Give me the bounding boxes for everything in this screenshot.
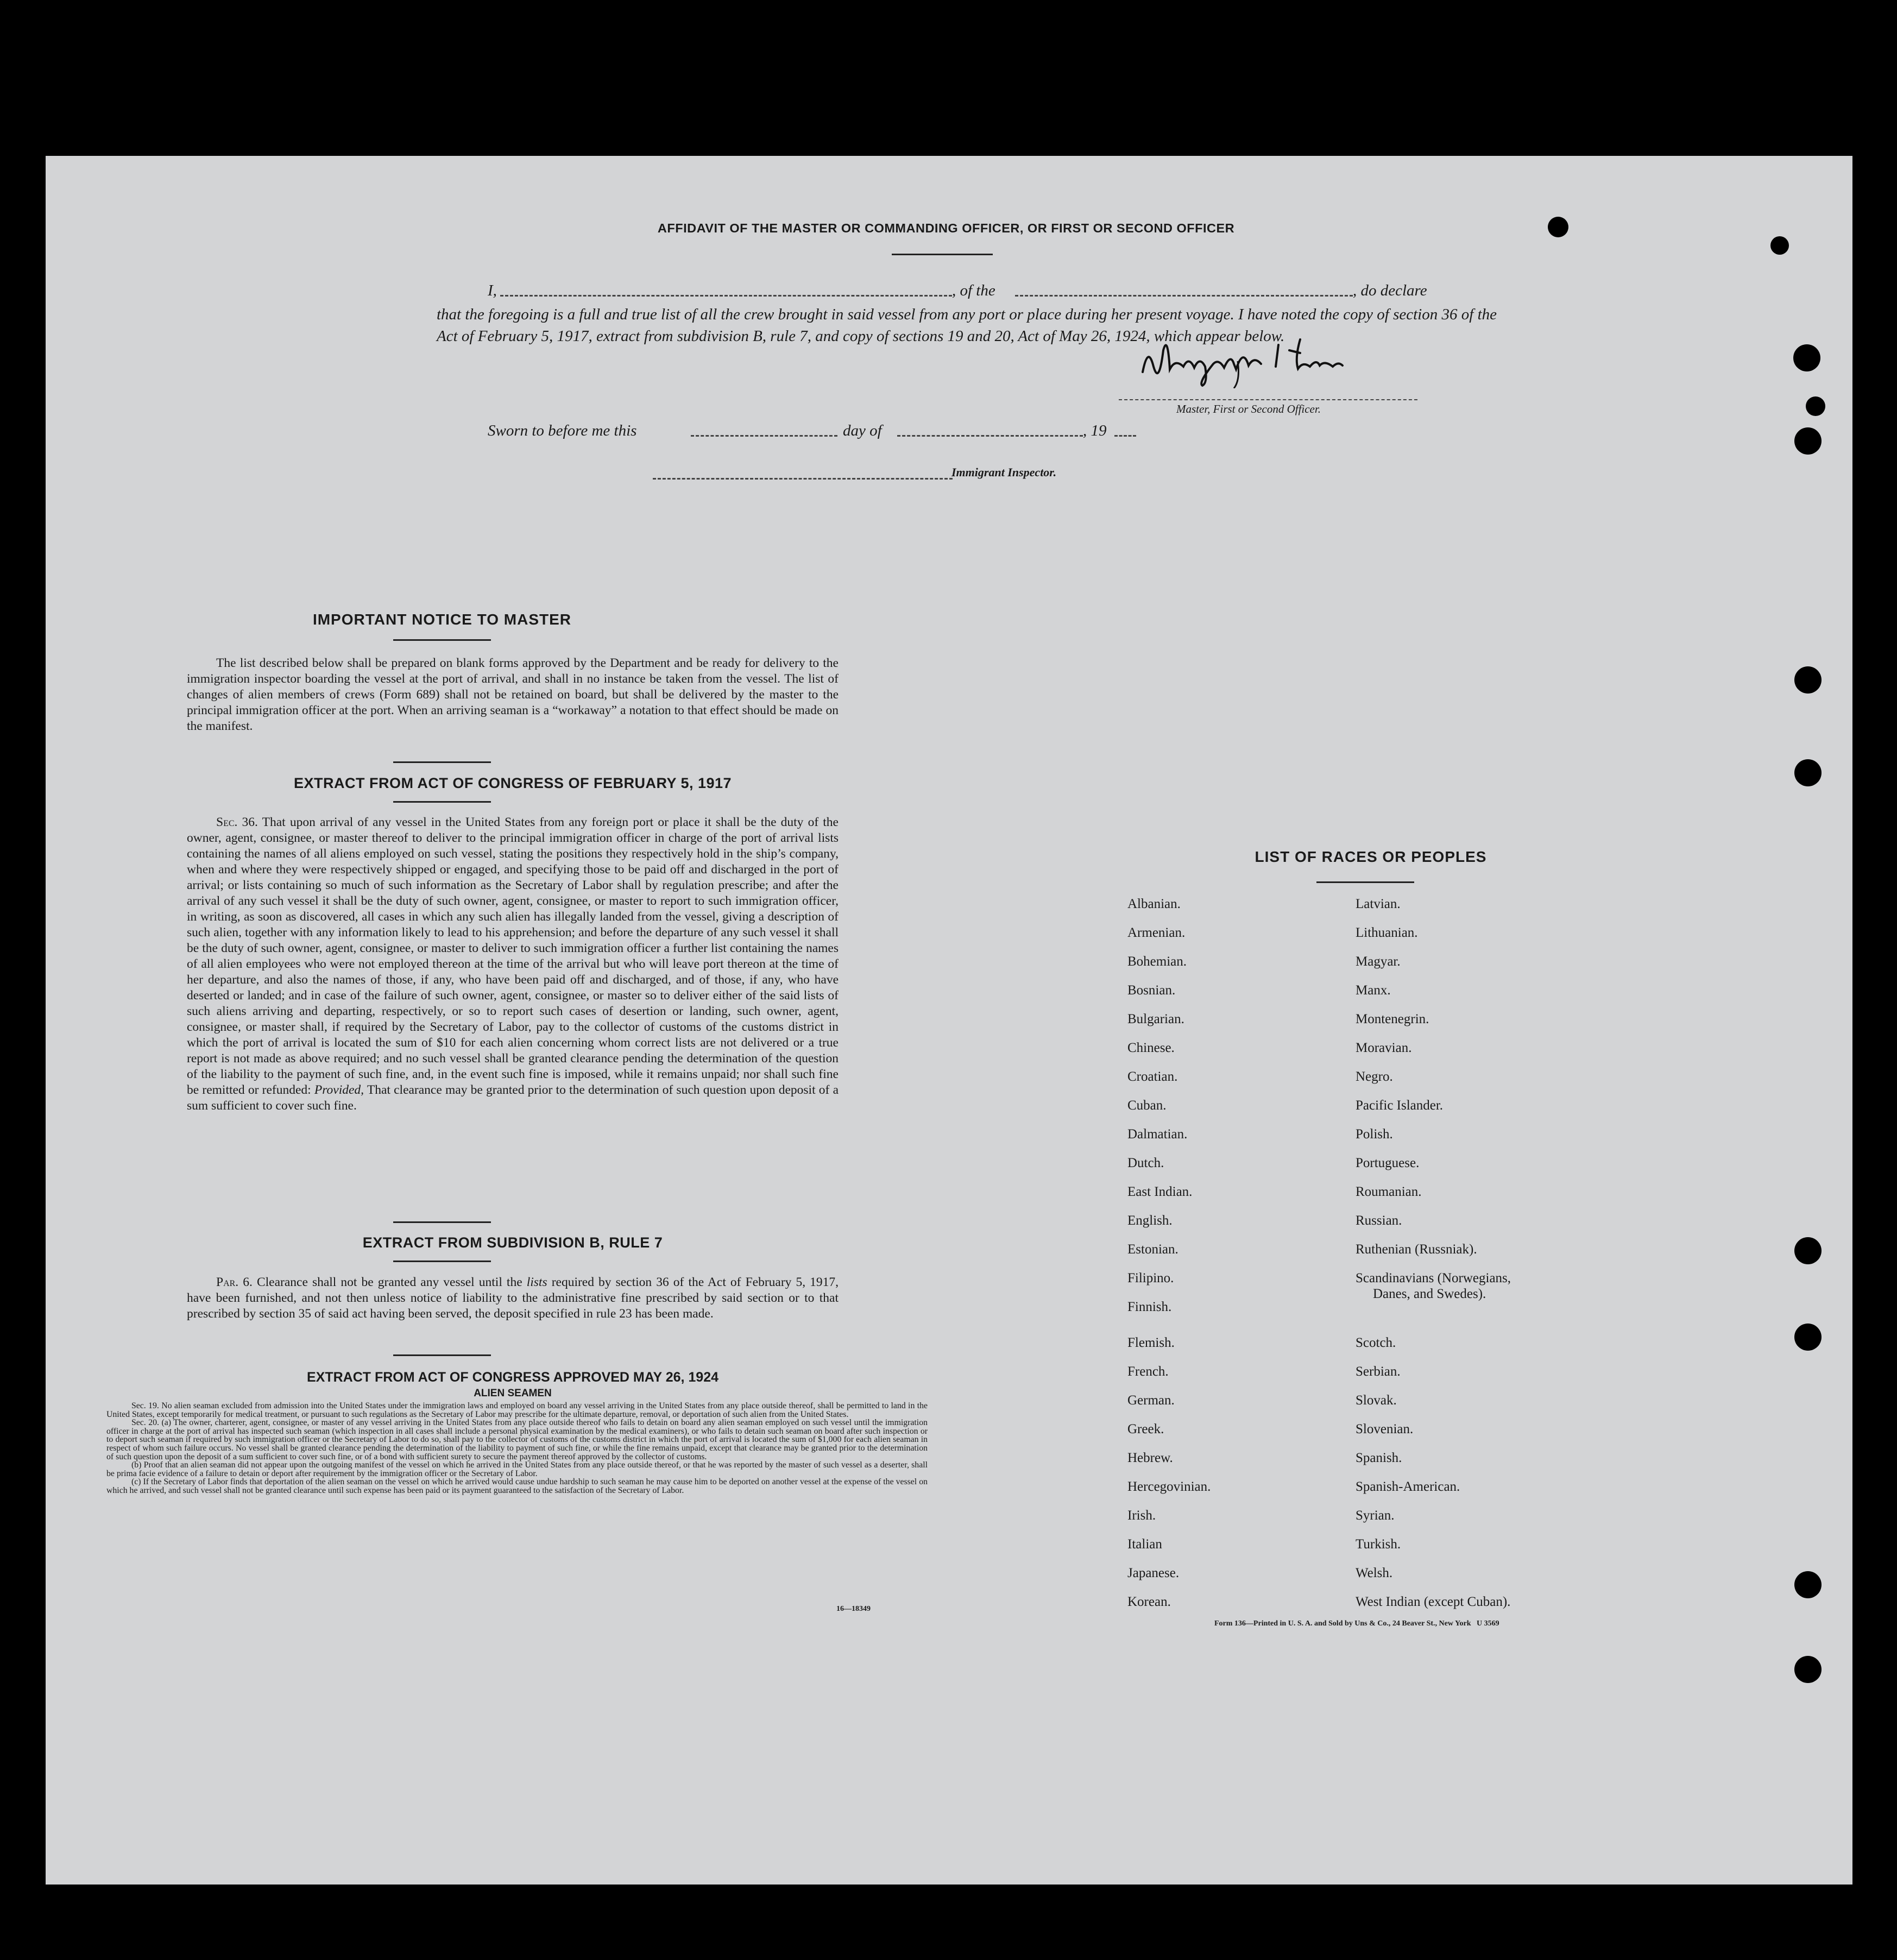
signature-line — [1119, 399, 1417, 400]
race-item: Ruthenian (Russniak). — [1356, 1242, 1477, 1257]
race-item: Spanish. — [1356, 1451, 1402, 1465]
par6-label: Par. 6. — [216, 1275, 253, 1289]
race-item: Albanian. — [1127, 897, 1181, 911]
sec20a-text: Sec. 20. (a) The owner, charterer, agent, consignee, or master of any vessel arriving in the United States from any place outside thereof who fails to detain on board any alien seaman employed on such vessel until the immigration officer in charge at the port of arrival has inspected such seaman (which inspection in all cases shall include a personal physical examination by the medical examiners), or who fails to detain such seaman on board after such inspection or to deport such seaman if required by such immigration officer or the Secretary of Labor to do so, shall pay to the collector of customs of the customs district in which the port of arrival is located the sum of $1,000 for each alien seaman in respect of whom such failure occurs. No vessel shall be granted clearance pending the determination of the liability to payment of such fine, or while the fine remains unpaid, except that clearance may be granted prior to the determination of such question upon the deposit of a sum sufficient to cover such fine, or of a bond with sufficient surety to secure the payment thereof approved by the collector of customs. — [106, 1418, 928, 1461]
rule7-text — [187, 1275, 839, 1322]
race-item: Bulgarian. — [1127, 1012, 1184, 1026]
notice-rule — [393, 639, 491, 641]
sec36-provided: Provided, — [314, 1083, 364, 1097]
punch-hole — [1794, 666, 1822, 694]
race-item: Scandinavians (Norwegians, — [1356, 1271, 1511, 1285]
punch-hole — [1794, 427, 1822, 455]
race-item: Flemish. — [1127, 1335, 1175, 1350]
punch-hole — [1548, 217, 1568, 237]
sworn-month-field[interactable] — [897, 435, 1083, 437]
race-item: Manx. — [1356, 983, 1391, 998]
punch-hole — [1794, 1237, 1822, 1264]
alien-seamen-subtitle: ALIEN SEAMEN — [474, 1388, 552, 1399]
race-item: Japanese. — [1127, 1566, 1180, 1580]
race-item: Negro. — [1356, 1069, 1393, 1084]
sec36-text-a: That upon arrival of any vessel in the United States from any foreign port or place it shall be the duty of the owner, agent, consignee, or master thereof to deliver to the principal immigration officer in charge of the port of arrival lists containing the names of all aliens employed on such vessel, stating the positions they respectively hold in the ship’s company, when and where they were respectively shipped or engaged, and specifying those to be paid off and discharged in the port of arrival; or lists containing so much of such information as the Secretary of Labor shall by regulation prescribe; and after the arrival of any such vessel it shall be the duty of such owner, agent, consignee, or master to report to such immigration officer, in writing, as soon as discovered, all cases in which any such alien has illegally landed from the vessel, giving a description of such alien, together with any information likely to lead to his apprehension; and before the departure of any such vessel it shall be the duty of such owner, agent, consignee, or master to deliver to such immigration officer a further list containing the names of all alien employees who were not employed thereon at the time of the arrival but who will leave port thereon at the time of her departure, and also the names of those, if any, who have been paid off and discharged, and of those, if any, who have deserted or landed; and in case of the failure of such owner, agent, consignee, or master so to deliver either of the said lists of such aliens arriving and departing, respectively, or so to report such cases of desertion or landing, such owner, agent, consignee, or master shall, if required by the Secretary of Labor, pay to the collector of customs of the customs district in which the port of arrival is located the sum of $10 for each alien concerning whom correct lists are not delivered or a true report is not made as above required; and no such vessel shall be granted clearance pending the determination of the question of the liability to the payment of such fine, and, in the event such fine is imposed, while it remains unpaid; nor shall such fine be remitted or refunded: — [187, 815, 839, 1097]
printer-imprint: Form 136—Printed in U. S. A. and Sold by Uns & Co., 24 Beaver St., New York U 3569 — [1214, 1619, 1499, 1628]
extract-1924-text — [106, 1402, 928, 1495]
race-item: Armenian. — [1127, 925, 1186, 940]
sec36-label: Sec. 36. — [216, 815, 258, 829]
race-item: Turkish. — [1356, 1537, 1401, 1552]
races-title: LIST OF RACES OR PEOPLES — [1255, 848, 1487, 865]
race-item: Scotch. — [1356, 1335, 1396, 1350]
race-item: Irish. — [1127, 1508, 1156, 1523]
race-item: Portuguese. — [1356, 1156, 1420, 1170]
race-item: Danes, and Swedes). — [1373, 1287, 1486, 1301]
race-item: Korean. — [1127, 1595, 1171, 1609]
signature-caption: Master, First or Second Officer. — [1176, 402, 1321, 415]
race-item: East Indian. — [1127, 1184, 1193, 1199]
race-item: English. — [1127, 1213, 1173, 1228]
sworn-year-field[interactable] — [1114, 435, 1136, 437]
extract-1917-rule — [393, 801, 491, 803]
inspector-caption: Immigrant Inspector. — [951, 465, 1057, 479]
affidavit-line1-i: I, — [488, 282, 497, 299]
title-rule — [892, 254, 993, 255]
rule7-rule — [393, 1261, 491, 1262]
affidavit-declare: , do declare — [1353, 282, 1427, 299]
affidavit-body: that the foregoing is a full and true list of all the crew brought in said vessel from any port or place during her present voyage. I have noted the copy of section 36 of the Act of February 5, 1917, extract from subdivision B, rule 7, and copy of sections 19 and 20, Act of May 26, 1924, which appear below. — [437, 306, 1497, 345]
race-item: Bohemian. — [1127, 954, 1187, 969]
punch-hole — [1794, 1324, 1822, 1351]
race-item: Spanish-American. — [1356, 1479, 1460, 1494]
race-item: Chinese. — [1127, 1041, 1175, 1055]
affidavit-title: AFFIDAVIT OF THE MASTER OR COMMANDING OFFICER, OR FIRST OR SECOND OFFICER — [657, 221, 1235, 235]
extract-1924-title: EXTRACT FROM ACT OF CONGRESS APPROVED MAY 26, 1924 — [306, 1370, 719, 1385]
notice-end-rule — [393, 761, 491, 763]
race-item: Dalmatian. — [1127, 1127, 1188, 1142]
affidavit-of-the: , of the — [952, 282, 995, 299]
race-item: Estonian. — [1127, 1242, 1178, 1257]
form-code: 16—18349 — [836, 1605, 871, 1613]
race-item: Cuban. — [1127, 1098, 1167, 1113]
race-item: Russian. — [1356, 1213, 1402, 1228]
extract-1917-end-rule — [393, 1221, 491, 1223]
sec19-text: Sec. 19. No alien seaman excluded from admission into the United States under the immigration laws and employed on board any vessel arriving in the United States from any place outside thereof, shall be permitted to land in the United States, except temporarily for medical treatment, or pursuant to such regulations as the Secretary of Labor may prescribe for the ultimate departure, removal, or deportation of such alien from the United States. — [106, 1401, 928, 1419]
par6-text-a: Clearance shall not be granted any vessel until the — [256, 1275, 522, 1289]
race-item: Latvian. — [1356, 897, 1401, 911]
extract-1917-title: EXTRACT FROM ACT OF CONGRESS OF FEBRUARY 5, 1917 — [293, 775, 732, 791]
vessel-name-field[interactable] — [1015, 295, 1353, 297]
race-item: Magyar. — [1356, 954, 1401, 969]
year-text: , 19 — [1083, 422, 1107, 439]
punch-hole — [1794, 759, 1822, 786]
punch-hole — [1770, 236, 1789, 255]
sec20c-text: (c) If the Secretary of Labor finds that deportation of the alien seaman on the vessel on which he arrived would cause undue hardship to such seaman he may cause him to be deported on another vessel at the expense of the vessel on which he arrived, and such vessel shall not be granted clearance until such expense has been paid or its payment guaranteed to the satisfaction of the Secretary of Labor. — [106, 1477, 928, 1495]
manifest-sheet — [46, 156, 1852, 1885]
punch-hole — [1793, 344, 1820, 371]
race-item: Italian — [1127, 1537, 1162, 1552]
par6-text-b: required by section 36 of the Act of February 5, 1917, have been furnished, and not then unless notice of liability to the administrative fine prescribed by said section or to that prescribed by section 35 of said act having been served, the deposit specified in rule 23 has been made. — [187, 1275, 839, 1321]
race-item: Welsh. — [1356, 1566, 1393, 1580]
race-item: Croatian. — [1127, 1069, 1178, 1084]
race-item: Dutch. — [1127, 1156, 1164, 1170]
sec36-text-b: That clearance may be granted prior to the determination of such question upon deposit of a sum sufficient to cover such fine. — [187, 1083, 839, 1113]
race-item: French. — [1127, 1364, 1169, 1379]
race-item: Lithuanian. — [1356, 925, 1418, 940]
sworn-day-field[interactable] — [691, 435, 837, 437]
race-item: Polish. — [1356, 1127, 1393, 1142]
race-item: Filipino. — [1127, 1271, 1174, 1285]
par6-lists: lists — [526, 1275, 547, 1289]
punch-hole — [1806, 396, 1825, 416]
race-item: West Indian (except Cuban). — [1356, 1595, 1511, 1609]
races-rule — [1316, 881, 1414, 883]
punch-hole — [1794, 1571, 1822, 1598]
race-item: Roumanian. — [1356, 1184, 1422, 1199]
punch-hole — [1794, 1656, 1822, 1683]
race-item: Montenegrin. — [1356, 1012, 1429, 1026]
day-of-text: day of — [843, 422, 882, 439]
race-item: Slovenian. — [1356, 1422, 1414, 1436]
master-name-field[interactable] — [500, 295, 952, 297]
sec20b-text: (b) Proof that an alien seaman did not appear upon the outgoing manifest of the vessel on which he arrived in the United States from any place outside thereof, or that he was reported by the master of such vessel as a deserter, shall be prima facie evidence of a failure to detain or deport after requirement by the immigration officer or the Secretary of Labor. — [106, 1460, 928, 1478]
race-item: Serbian. — [1356, 1364, 1401, 1379]
race-item: Hebrew. — [1127, 1451, 1173, 1465]
rule7-title: EXTRACT FROM SUBDIVISION B, RULE 7 — [362, 1234, 663, 1251]
notice-title: IMPORTANT NOTICE TO MASTER — [312, 611, 572, 628]
extract-1917-text — [187, 815, 839, 1114]
race-item: Pacific Islander. — [1356, 1098, 1444, 1113]
race-item: German. — [1127, 1393, 1175, 1408]
race-item: Syrian. — [1356, 1508, 1395, 1523]
race-item: Moravian. — [1356, 1041, 1412, 1055]
sworn-text: Sworn to before me this — [488, 422, 637, 439]
race-item: Hercegovinian. — [1127, 1479, 1211, 1494]
race-item: Bosnian. — [1127, 983, 1176, 998]
race-item: Greek. — [1127, 1422, 1164, 1436]
signature — [1137, 334, 1425, 388]
race-item: Slovak. — [1356, 1393, 1397, 1408]
notice-text: The list described below shall be prepared on blank forms approved by the Department and be ready for delivery to the immigration inspector boarding the vessel at the port of arrival, and shall in no instance be taken from the vessel. The list of changes of alien members of crews (Form 689) shall not be retained on board, but shall be delivered by the master to the principal immigration officer at the port. When an arriving seaman is a “workaway” a notation to that effect should be made on the manifest. — [187, 656, 839, 733]
race-item: Finnish. — [1127, 1300, 1172, 1314]
inspector-signature-field[interactable] — [653, 478, 953, 480]
rule7-end-rule — [393, 1354, 491, 1356]
